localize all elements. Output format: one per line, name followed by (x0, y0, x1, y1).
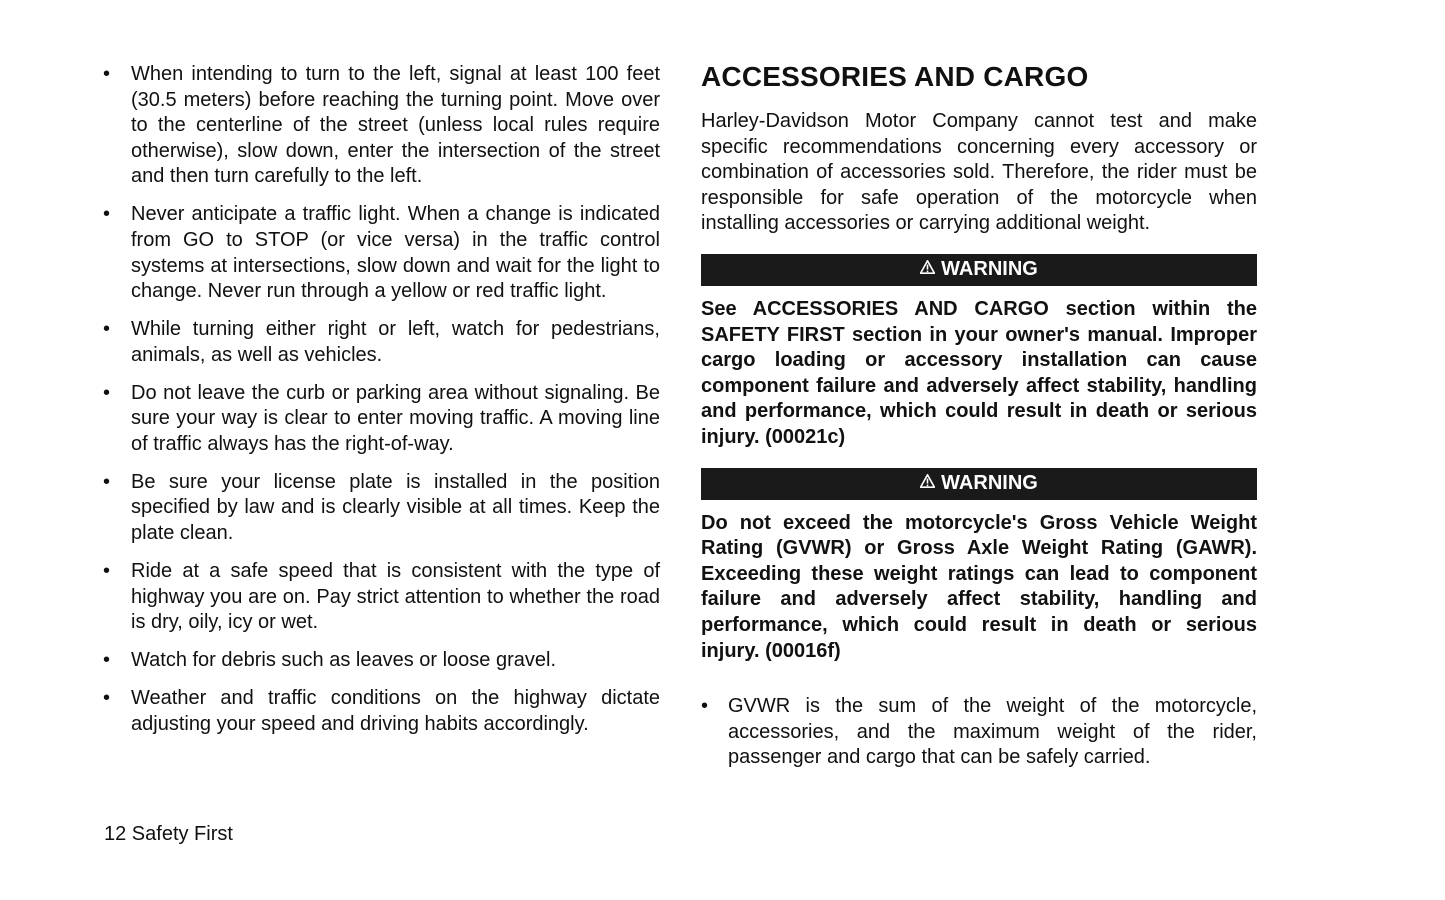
safety-bullet-list (103, 62, 660, 737)
list-item-text: Watch for debris such as leaves or loose gravel. (131, 649, 557, 672)
warning-banner (701, 254, 1257, 286)
bullet-icon: • (103, 381, 111, 404)
list-item-text: Do not leave the curb or parking area without signaling. Be sure your way is clear to enter moving traffic. A moving line of traffic always has the right-of-way. (131, 381, 660, 455)
list-item (103, 317, 660, 368)
list-item-text: While turning either right or left, watch for pedestrians, animals, as well as vehicles. (131, 318, 660, 366)
warning-label: WARNING (941, 258, 1038, 281)
list-item (701, 694, 1257, 771)
list-item (103, 470, 660, 547)
bullet-icon: • (103, 649, 111, 672)
bullet-icon: • (103, 203, 111, 226)
warning-label: WARNING (941, 472, 1038, 495)
list-item (103, 62, 660, 190)
warning-triangle-icon (920, 471, 935, 494)
section-intro: Harley-Davidson Motor Company cannot test and make specific recommendations concerning every accessory or combination of accessories sold. Therefore, the rider must be responsible for safe operation of the motorcycle when installing accessories or carrying additional weight. (701, 110, 1257, 235)
list-item (103, 686, 660, 737)
list-item-text: Be sure your license plate is installed in the position specified by law and is clearly visible at all times. Keep the plate clean. (131, 470, 660, 545)
bullet-icon: • (103, 470, 111, 493)
warning-banner (701, 468, 1257, 500)
list-item-text: GVWR is the sum of the weight of the motorcycle, accessories, and the maximum weight of the rider, passenger and cargo that can be safely carried. (728, 695, 1257, 769)
list-item-text: When intending to turn to the left, signal at least 100 feet (30.5 meters) before reaching the turning point. Move over to the centerline of the street (unless local rules require otherwise), slow down, enter the intersection of the street and then turn carefully to the left. (131, 63, 660, 188)
right-column (701, 58, 1257, 783)
page-footer: 12 Safety First (104, 823, 233, 845)
list-item-text: Never anticipate a traffic light. When a change is indicated from GO to STOP (or vice versa) in the traffic control systems at intersections, slow down and wait for the light to change. Never run through a yellow or red traffic light. (131, 203, 660, 303)
bullet-icon: • (103, 63, 111, 85)
list-item-text: Weather and traffic conditions on the highway dictate adjusting your speed and driving habits accordingly. (131, 687, 660, 735)
list-item (103, 381, 660, 458)
bullet-icon: • (103, 560, 111, 583)
gvwr-bullet-list (701, 694, 1257, 771)
list-item (103, 648, 660, 674)
warning-triangle-icon (920, 257, 935, 280)
list-item (103, 559, 660, 636)
section-title: ACCESSORIES AND CARGO (701, 61, 1089, 92)
left-column (103, 62, 660, 750)
warning-text: See ACCESSORIES AND CARGO section within the SAFETY FIRST section in your owner's manual. Improper cargo loading or accessory installation can cause component failure and adversely affect stability, handling and performance, which could result in death or serious injury. (00021c) (701, 297, 1257, 448)
list-item-text: Ride at a safe speed that is consistent with the type of highway you are on. Pay strict attention to whether the road is dry, oily, icy or wet. (131, 560, 660, 634)
warning-text: Do not exceed the motorcycle's Gross Vehicle Weight Rating (GVWR) or Gross Axle Weight Rating (GAWR). Exceeding these weight ratings can lead to component failure and adversely affect stability, handling and performance, which could result in death or serious injury. (00016f) (701, 511, 1257, 662)
bullet-icon: • (103, 318, 111, 341)
list-item (103, 202, 660, 304)
bullet-icon: • (103, 687, 111, 710)
bullet-icon: • (701, 695, 709, 718)
